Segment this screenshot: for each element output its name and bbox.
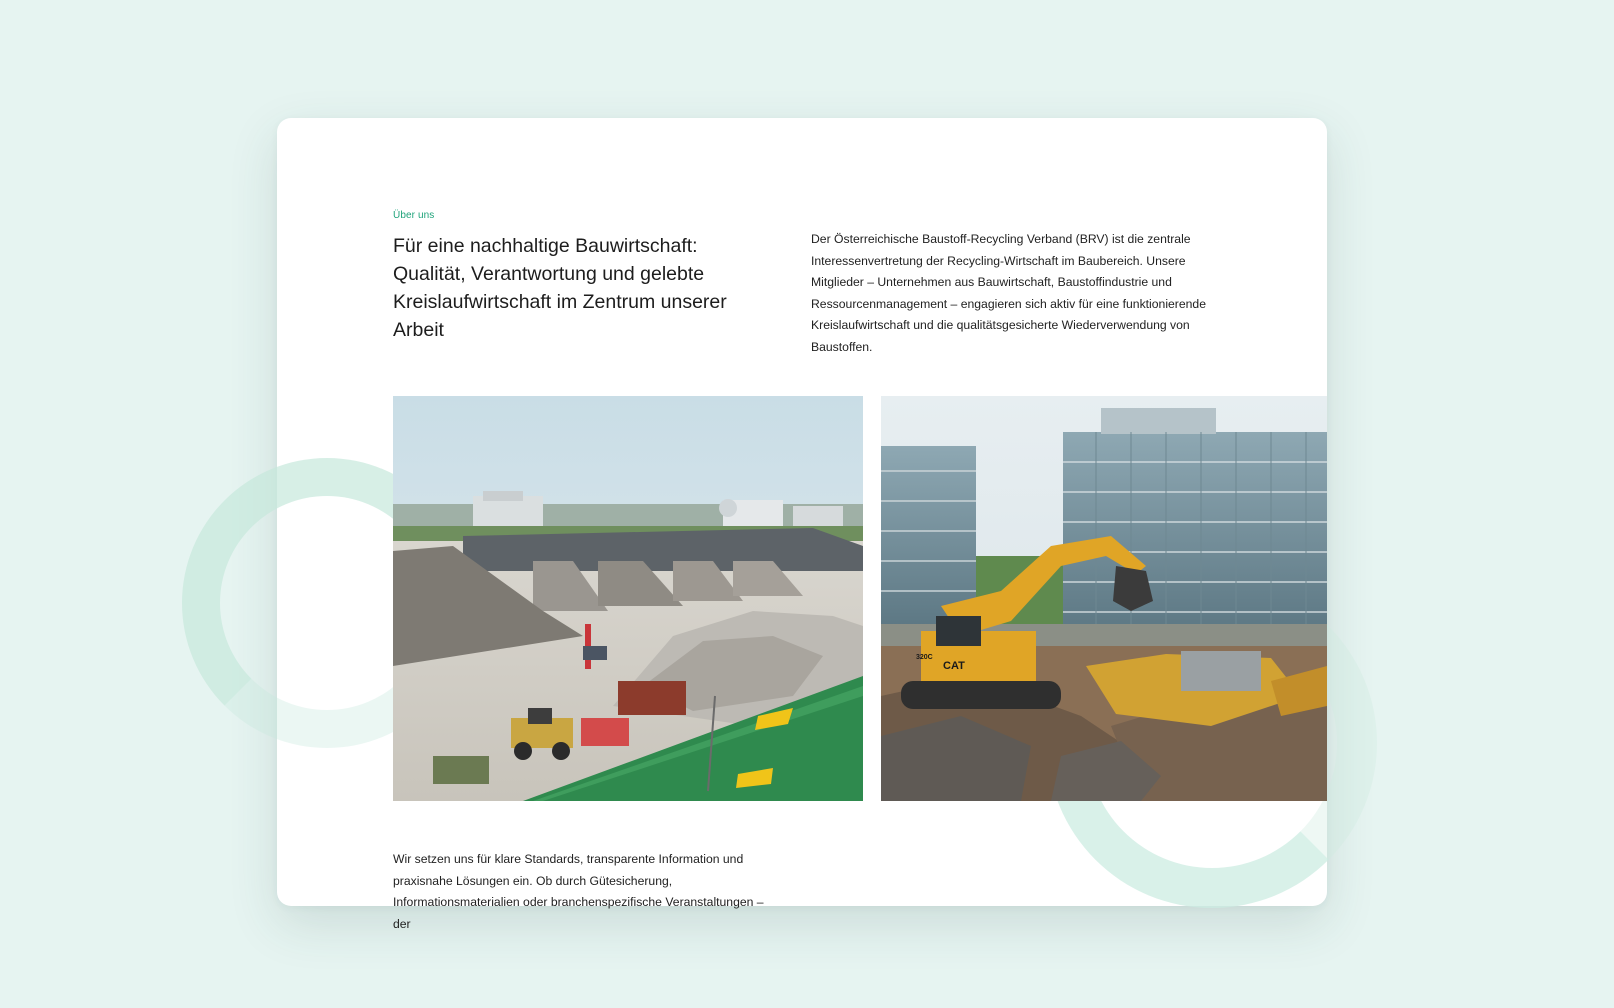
body-paragraph: Wir setzen uns für klare Standards, transparente Information und praxisnahe Lösungen ein. Ob durch Gütesicherung, Informationsmaterialien oder branchenspezifische Veranstaltungen – der [393,852,764,931]
excavator-crusher-photo [881,396,1327,801]
excavator-illustration [881,396,1327,801]
recycling-yard-illustration [393,396,863,801]
recycling-yard-photo [393,396,863,801]
intro-paragraph: Der Österreichische Baustoff-Recycling Verband (BRV) ist die zentrale Interessenvertretung der Recycling-Wirtschaft im Baubereich. Unsere Mitglieder – Unternehmen aus Bauwirtschaft, Baustoffindustrie und Ressourcenmanagement – engagieren sich aktiv für eine funktionierende Kreislaufwirtschaft und die qualitätsgesicherte Wiederverwendung von Baustoffen. [811,232,1206,354]
about-card [277,118,1327,931]
cat-label: CAT [943,660,965,672]
section-headline: Für eine nachhaltige Bauwirtschaft: Qualität, Verantwortung und gelebte Kreislaufwirtschaft im Zentrum unserer Arbeit [393,235,727,341]
section-eyebrow: Über uns [393,210,435,221]
model-label: 320C [916,654,933,661]
